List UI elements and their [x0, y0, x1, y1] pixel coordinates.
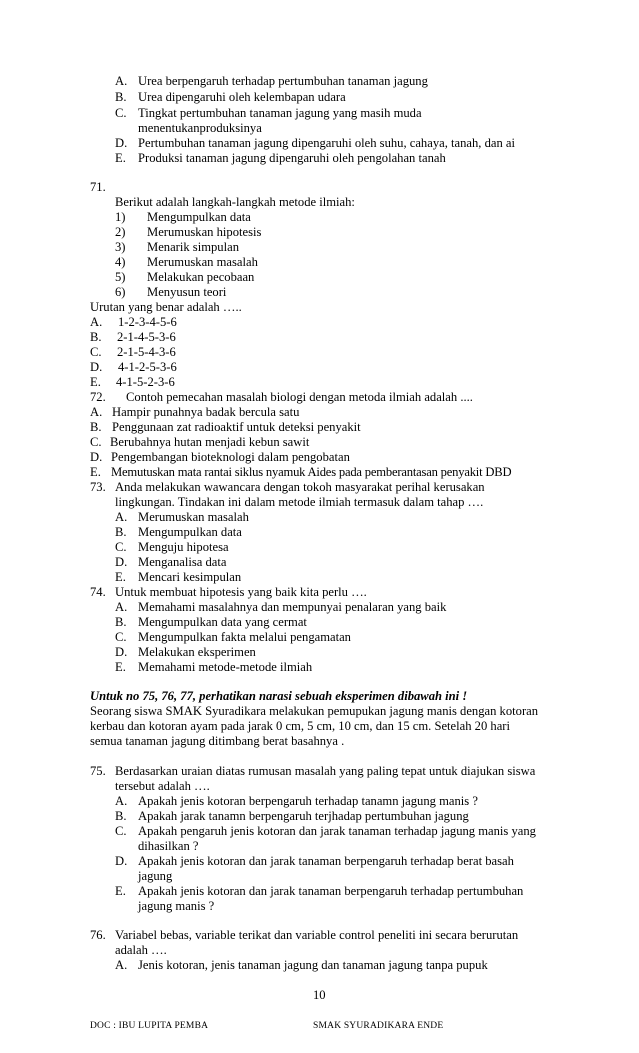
- option-label: C.: [115, 630, 127, 644]
- step-number: 4): [115, 255, 126, 269]
- option-text: Mengumpulkan fakta melalui pengamatan: [138, 630, 351, 644]
- option-text: Tingkat pertumbuhan tanaman jagung yang masih muda: [138, 106, 422, 120]
- option-label: C.: [115, 540, 127, 554]
- option-text: Hampir punahnya badak bercula satu: [112, 405, 300, 419]
- option-text: Pengembangan bioteknologi dalam pengobatan: [111, 450, 350, 464]
- page-number: 10: [313, 988, 326, 1002]
- question-number: 73.: [90, 480, 106, 494]
- question-text: Variabel bebas, variable terikat dan variable control peneliti ini secara berurutan: [115, 928, 519, 942]
- question-text: Urutan yang benar adalah …..: [90, 300, 242, 314]
- option-text: Menganalisa data: [138, 555, 227, 569]
- question-number: 76.: [90, 928, 106, 942]
- option-text: Apakah jenis kotoran dan jarak tanaman berpengaruh terhadap pertumbuhan: [138, 884, 524, 898]
- option-label: C.: [115, 106, 127, 120]
- footer-left: DOC : IBU LUPITA PEMBA: [90, 1021, 209, 1031]
- option-text: Mengumpulkan data: [138, 525, 242, 539]
- option-label: E.: [115, 660, 126, 674]
- option-text: 2-1-5-4-3-6: [117, 345, 176, 359]
- option-text: Apakah pengaruh jenis kotoran dan jarak tanaman terhadap jagung manis yang: [138, 824, 536, 838]
- narrative-heading: Untuk no 75, 76, 77, perhatikan narasi sebuah eksperimen dibawah ini !: [90, 689, 468, 703]
- step-number: 1): [115, 210, 126, 224]
- step-text: Merumuskan hipotesis: [147, 225, 262, 239]
- option-label: E.: [115, 570, 126, 584]
- option-text: 4-1-2-5-3-6: [118, 360, 177, 374]
- option-label: D.: [90, 450, 103, 464]
- narrative-line: Seorang siswa SMAK Syuradikara melakukan pemupukan jagung manis dengan kotoran: [90, 704, 539, 718]
- option-text: 1-2-3-4-5-6: [118, 315, 177, 329]
- question-number: 72.: [90, 390, 106, 404]
- step-text: Menyusun teori: [147, 285, 227, 299]
- option-text: Menguju hipotesa: [138, 540, 229, 554]
- option-label: B.: [90, 420, 102, 434]
- option-text: Melakukan eksperimen: [138, 645, 256, 659]
- step-text: Mengumpulkan data: [147, 210, 251, 224]
- option-label: B.: [115, 525, 127, 539]
- option-label: D.: [115, 645, 128, 659]
- question-text-continued: lingkungan. Tindakan ini dalam metode ilmiah termasuk dalam tahap ….: [115, 495, 484, 509]
- option-label: C.: [90, 435, 102, 449]
- option-label: B.: [115, 90, 127, 104]
- option-label: B.: [115, 615, 127, 629]
- option-text-continued: menentukanproduksinya: [138, 121, 262, 135]
- question-text: Contoh pemecahan masalah biologi dengan metoda ilmiah adalah ....: [126, 390, 473, 404]
- narrative-line: semua tanaman jagung ditimbang berat basahnya .: [90, 734, 345, 748]
- step-number: 5): [115, 270, 126, 284]
- option-label: C.: [115, 824, 127, 838]
- option-text-continued: jagung manis ?: [138, 899, 215, 913]
- option-label: A.: [115, 958, 128, 972]
- option-label: A.: [115, 510, 128, 524]
- option-text: Berubahnya hutan menjadi kebun sawit: [110, 435, 310, 449]
- option-text: Jenis kotoran, jenis tanaman jagung dan tanaman jagung tanpa pupuk: [138, 958, 488, 972]
- question-number: 71.: [90, 180, 106, 194]
- step-number: 6): [115, 285, 126, 299]
- option-text: Penggunaan zat radioaktif untuk deteksi penyakit: [112, 420, 361, 434]
- option-label: C.: [90, 345, 102, 359]
- question-text: Untuk membuat hipotesis yang baik kita perlu ….: [115, 585, 367, 599]
- option-label: A.: [115, 600, 128, 614]
- question-text-continued: tersebut adalah ….: [115, 779, 210, 793]
- step-number: 3): [115, 240, 126, 254]
- question-text: Berdasarkan uraian diatas rumusan masalah yang paling tepat untuk diajukan siswa: [115, 764, 536, 778]
- option-text: Memutuskan mata rantai siklus nyamuk Aides pada pemberantasan penyakit DBD: [111, 465, 512, 479]
- option-label: D.: [90, 360, 103, 374]
- option-text: Apakah jenis kotoran berpengaruh terhadap tanamn jagung manis ?: [138, 794, 478, 808]
- option-text: 4-1-5-2-3-6: [116, 375, 175, 389]
- question-text-continued: adalah ….: [115, 943, 167, 957]
- option-label: A.: [90, 405, 103, 419]
- option-label: B.: [90, 330, 102, 344]
- narrative-line: kerbau dan kotoran ayam pada jarak 0 cm, 5 cm, 10 cm, dan 15 cm. Setelah 20 hari: [90, 719, 510, 733]
- option-label: E.: [115, 884, 126, 898]
- option-label: A.: [115, 74, 128, 88]
- option-label: E.: [90, 375, 101, 389]
- option-label: E.: [115, 151, 126, 165]
- option-text: 2-1-4-5-3-6: [117, 330, 176, 344]
- option-text: Apakah jarak tanamn berpengaruh terjhadap pertumbuhan jagung: [138, 809, 469, 823]
- option-text: Memahami masalahnya dan mempunyai penalaran yang baik: [138, 600, 447, 614]
- option-text-continued: dihasilkan ?: [138, 839, 199, 853]
- question-text: Anda melakukan wawancara dengan tokoh masyarakat perihal kerusakan: [115, 480, 485, 494]
- option-text: Apakah jenis kotoran dan jarak tanaman berpengaruh terhadap berat basah: [138, 854, 514, 868]
- question-number: 75.: [90, 764, 106, 778]
- option-label: D.: [115, 854, 128, 868]
- step-text: Merumuskan masalah: [147, 255, 258, 269]
- option-label: D.: [115, 136, 128, 150]
- question-number: 74.: [90, 585, 106, 599]
- option-text: Merumuskan masalah: [138, 510, 249, 524]
- option-text: Produksi tanaman jagung dipengaruhi oleh pengolahan tanah: [138, 151, 446, 165]
- question-intro: Berikut adalah langkah-langkah metode ilmiah:: [115, 195, 355, 209]
- option-label: E.: [90, 465, 101, 479]
- option-text: Urea berpengaruh terhadap pertumbuhan tanaman jagung: [138, 74, 428, 88]
- option-label: A.: [90, 315, 103, 329]
- option-text: Memahami metode-metode ilmiah: [138, 660, 313, 674]
- option-label: A.: [115, 794, 128, 808]
- option-text: Mencari kesimpulan: [138, 570, 242, 584]
- option-text-continued: jagung: [138, 869, 173, 883]
- option-text: Urea dipengaruhi oleh kelembapan udara: [138, 90, 346, 104]
- step-text: Melakukan pecobaan: [147, 270, 255, 284]
- step-number: 2): [115, 225, 126, 239]
- option-text: Pertumbuhan tanaman jagung dipengaruhi oleh suhu, cahaya, tanah, dan ai: [138, 136, 515, 150]
- step-text: Menarik simpulan: [147, 240, 239, 254]
- option-label: B.: [115, 809, 127, 823]
- option-text: Mengumpulkan data yang cermat: [138, 615, 307, 629]
- option-label: D.: [115, 555, 128, 569]
- footer-right: SMAK SYURADIKARA ENDE: [313, 1021, 444, 1031]
